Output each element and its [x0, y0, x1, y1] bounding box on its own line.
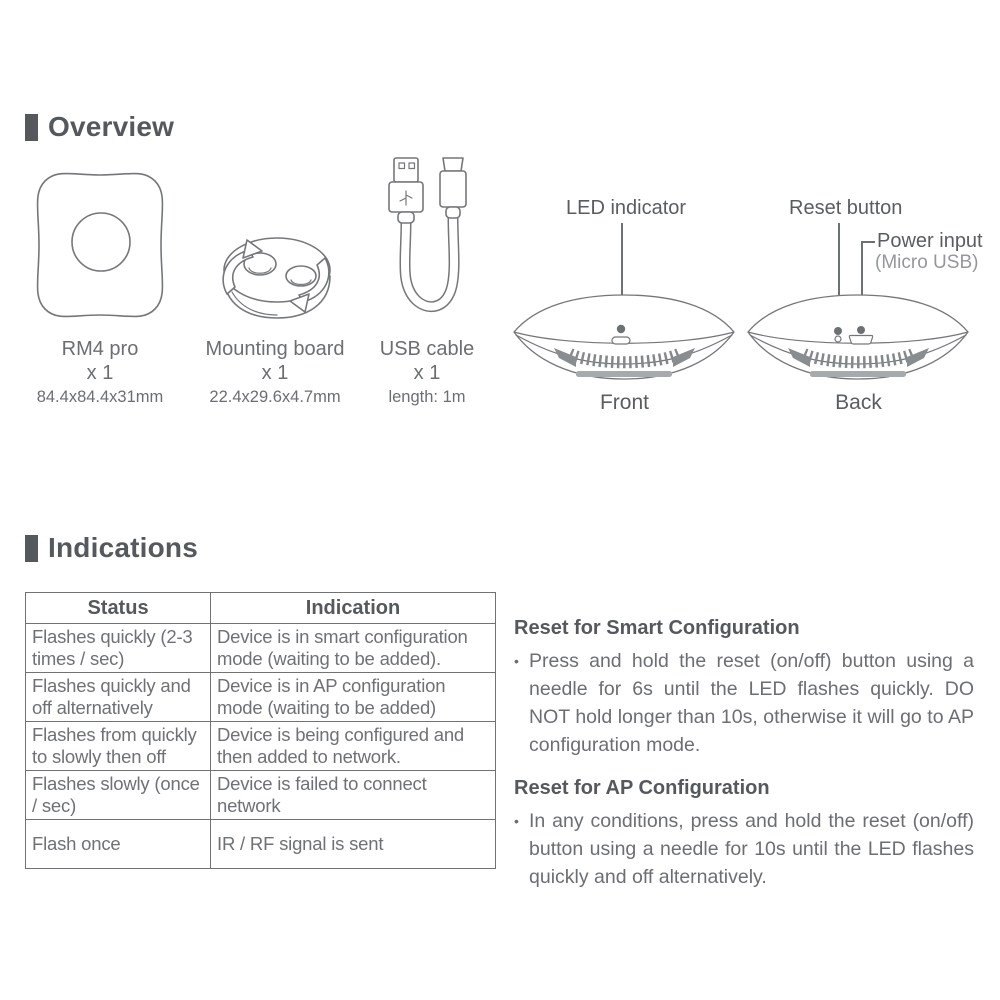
note-bullet-row: [514, 647, 974, 759]
micro-usb-port: [849, 336, 872, 345]
micro-usb-tip: [443, 158, 463, 171]
mounting-board-illustration: [205, 226, 345, 326]
note-heading: Reset for AP Configuration: [514, 777, 770, 799]
indication-cell: Device is in AP configuration mode (waiting to be added): [211, 673, 496, 722]
table-row: [26, 673, 496, 722]
item-name: USB cable: [379, 338, 475, 360]
overview-heading: [25, 111, 174, 143]
device-base: [576, 371, 672, 377]
usb-cable-illustration: [372, 152, 484, 324]
note-bullet-row: [514, 807, 974, 891]
table-row: [26, 624, 496, 673]
indications-title: Indications: [48, 532, 198, 563]
reset-notes: [514, 617, 974, 909]
status-cell: Flashes quickly (2-3 times / sec): [26, 624, 211, 673]
micro-usb-neck: [446, 207, 460, 218]
item-qty: x 1: [261, 362, 289, 384]
item-dimensions: length: 1m: [388, 388, 466, 406]
arrowhead-right-icon: [290, 294, 309, 312]
indications-table: [25, 592, 496, 869]
usb-a-neck: [398, 212, 414, 223]
table-row: [26, 722, 496, 771]
section-marker-icon: [25, 114, 38, 141]
table-header-row: [26, 593, 496, 624]
note-text: Press and hold the reset (on/off) button using a needle for 6s until the LED flashes quickly. DO NOT hold longer than 10s, otherwise it will go to AP configuration mode.: [529, 650, 974, 756]
reset-pinhole: [835, 336, 841, 342]
column-header-status: Status: [26, 593, 211, 624]
bullet-icon: •: [514, 813, 519, 829]
indications-heading: [25, 532, 198, 564]
ir-window-slot: [612, 337, 630, 344]
bullet-icon: •: [514, 653, 519, 669]
note-smart-configuration: [514, 617, 974, 759]
indication-cell: Device is failed to connect network: [211, 771, 496, 820]
note-heading: Reset for Smart Configuration: [514, 617, 800, 639]
item-dimensions: 22.4x29.6x4.7mm: [209, 388, 341, 406]
item-qty: x 1: [86, 362, 114, 384]
overview-title: Overview: [48, 111, 175, 142]
device-base: [810, 371, 906, 377]
device-front-view-illustration: [512, 290, 737, 385]
reset-button-label: Reset button: [789, 197, 903, 219]
micro-usb-label: (Micro USB): [875, 252, 979, 273]
note-ap-configuration: [514, 777, 974, 891]
item-caption: [200, 337, 350, 385]
back-view-label: Back: [835, 391, 882, 414]
power-pin-dot-icon: [857, 326, 865, 334]
micro-usb-body: [440, 171, 466, 207]
item-name: RM4 pro: [61, 338, 139, 360]
indication-cell: Device is being configured and then added to network.: [211, 722, 496, 771]
table-row: [26, 771, 496, 820]
status-cell: Flashes quickly and off alternatively: [26, 673, 211, 722]
item-name: Mounting board: [205, 338, 345, 360]
indication-cell: IR / RF signal is sent: [211, 820, 496, 869]
column-header-indication: Indication: [211, 593, 496, 624]
item-caption: [352, 337, 502, 385]
reset-pin-dot-icon: [834, 327, 842, 335]
item-caption: [25, 337, 175, 385]
section-marker-icon: [25, 535, 38, 562]
led-indicator-label: LED indicator: [566, 197, 687, 219]
callout-line-power-elbow: [861, 241, 875, 243]
table-row: [26, 820, 496, 869]
front-view-label: Front: [599, 391, 649, 414]
rm4-pro-illustration: [25, 165, 175, 325]
led-dot-icon: [617, 325, 625, 333]
status-cell: Flashes slowly (once / sec): [26, 771, 211, 820]
item-dimensions: 84.4x84.4x31mm: [36, 388, 164, 406]
note-text: In any conditions, press and hold the reset (on/off) button using a needle for 10s until the LED flashes quickly and off alternatively.: [529, 810, 974, 888]
status-cell: Flashes from quickly to slowly then off: [26, 722, 211, 771]
indication-cell: Device is in smart configuration mode (waiting to be added).: [211, 624, 496, 673]
item-qty: x 1: [413, 362, 441, 384]
usb-a-tip: [394, 158, 418, 182]
power-input-label: Power input: [877, 230, 983, 252]
device-back-view-illustration: [746, 290, 971, 385]
status-cell: Flash once: [26, 820, 211, 869]
